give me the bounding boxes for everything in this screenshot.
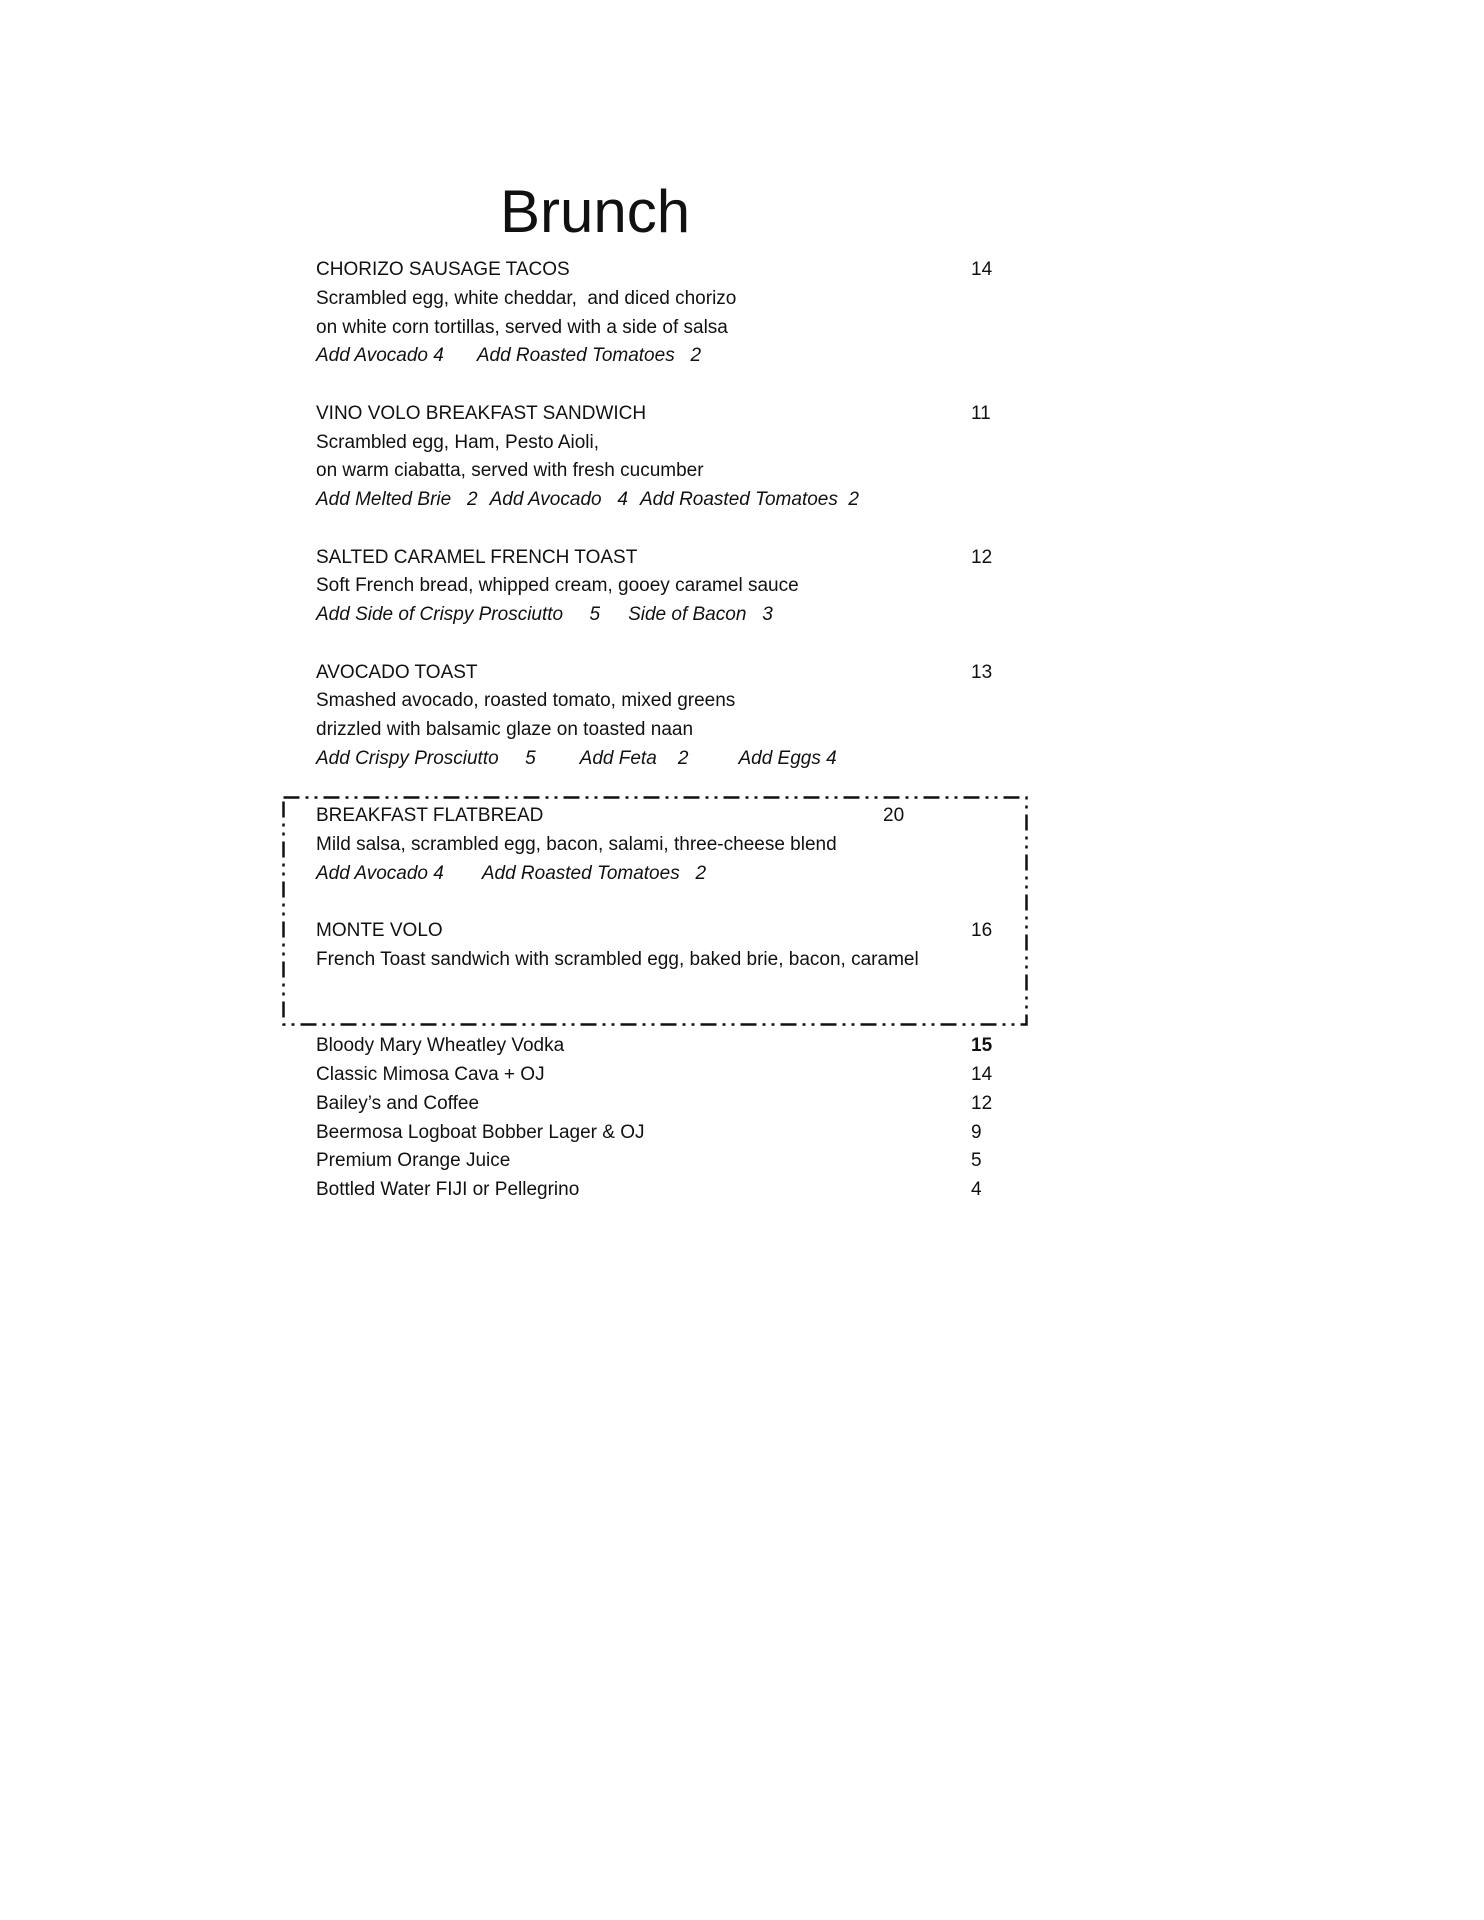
item-description: drizzled with balsamic glaze on toasted naan — [316, 719, 694, 740]
item-addons — [316, 342, 1006, 371]
addon: Add Feta 2 — [579, 747, 689, 769]
item-description: French Toast sandwich with scrambled egg, baked brie, bacon, caramel — [316, 949, 919, 970]
addon: Add Side of Crispy Prosciutto 5 — [316, 604, 601, 625]
item-price: 14 — [971, 259, 993, 280]
item-description: Scrambled egg, white cheddar, and diced chorizo — [316, 287, 737, 309]
drink-price: 14 — [971, 1064, 993, 1085]
item-name: VINO VOLO BREAKFAST SANDWICH — [316, 402, 647, 424]
item-description: Smashed avocado, roasted tomato, mixed greens — [316, 690, 736, 712]
menu-item — [316, 544, 1006, 630]
specials-item — [316, 917, 1006, 975]
item-name: AVOCADO TOAST — [316, 661, 478, 683]
page-title: Brunch — [500, 178, 691, 245]
item-description: Scrambled egg, Ham, Pesto Aioli, — [316, 431, 600, 453]
menu-item — [316, 400, 1006, 515]
addon: Add Roasted Tomatoes 2 — [639, 489, 859, 510]
addon: Add Avocado 4 — [316, 862, 444, 884]
addon: Add Roasted Tomatoes 2 — [481, 862, 707, 884]
addon: Add Roasted Tomatoes 2 — [476, 345, 702, 367]
drink-item — [316, 1032, 1006, 1061]
item-price: 11 — [971, 402, 991, 424]
drinks-list — [316, 1032, 1006, 1205]
drink-price: 4 — [971, 1179, 982, 1200]
drink-price: 12 — [971, 1092, 993, 1114]
addon: Side of Bacon 3 — [628, 604, 773, 625]
item-description: on white corn tortillas, served with a side of salsa — [316, 316, 728, 338]
menu-item — [316, 256, 1006, 371]
item-name: BREAKFAST FLATBREAD — [316, 805, 544, 827]
item-price: 12 — [971, 546, 993, 568]
drink-price: 15 — [971, 1035, 993, 1057]
menu — [316, 256, 1006, 1205]
drink-item — [316, 1176, 1006, 1205]
item-description: Mild salsa, scrambled egg, bacon, salami, three-cheese blend — [316, 834, 837, 855]
item-description: on warm ciabatta, served with fresh cucumber — [316, 460, 704, 482]
addon: Add Eggs 4 — [738, 747, 837, 769]
drink-price: 5 — [971, 1150, 982, 1172]
item-addons — [316, 745, 1006, 774]
item-description: Soft French bread, whipped cream, gooey caramel sauce — [316, 575, 799, 597]
item-name: SALTED CARAMEL FRENCH TOAST — [316, 546, 638, 568]
drink-item — [316, 1061, 1006, 1090]
drink-name: Bailey’s and Coffee — [316, 1092, 480, 1114]
addon: Add Avocado 4 — [489, 489, 628, 510]
menu-item — [316, 659, 1006, 774]
addon: Add Crispy Prosciutto 5 — [316, 747, 536, 769]
addon: Add Avocado 4 — [316, 345, 444, 367]
drink-item — [316, 1147, 1006, 1176]
item-name: CHORIZO SAUSAGE TACOS — [316, 259, 570, 280]
item-addons — [316, 601, 1006, 630]
item-price: 16 — [971, 920, 993, 942]
item-addons — [316, 486, 1006, 515]
drink-name: Bloody Mary Wheatley Vodka — [316, 1035, 565, 1057]
specials-item — [316, 802, 1006, 888]
item-price: 13 — [971, 661, 993, 683]
drink-name: Premium Orange Juice — [316, 1150, 511, 1172]
drink-item — [316, 1090, 1006, 1119]
drink-name: Classic Mimosa Cava + OJ — [316, 1064, 545, 1085]
addon: Add Melted Brie 2 — [316, 489, 478, 510]
drink-name: Beermosa Logboat Bobber Lager & OJ — [316, 1121, 645, 1143]
item-addons — [316, 860, 1006, 889]
item-name: MONTE VOLO — [316, 920, 443, 942]
drink-price: 9 — [971, 1121, 982, 1143]
drink-item — [316, 1119, 1006, 1148]
item-price: 20 — [883, 805, 905, 827]
drink-name: Bottled Water FIJI or Pellegrino — [316, 1179, 580, 1200]
